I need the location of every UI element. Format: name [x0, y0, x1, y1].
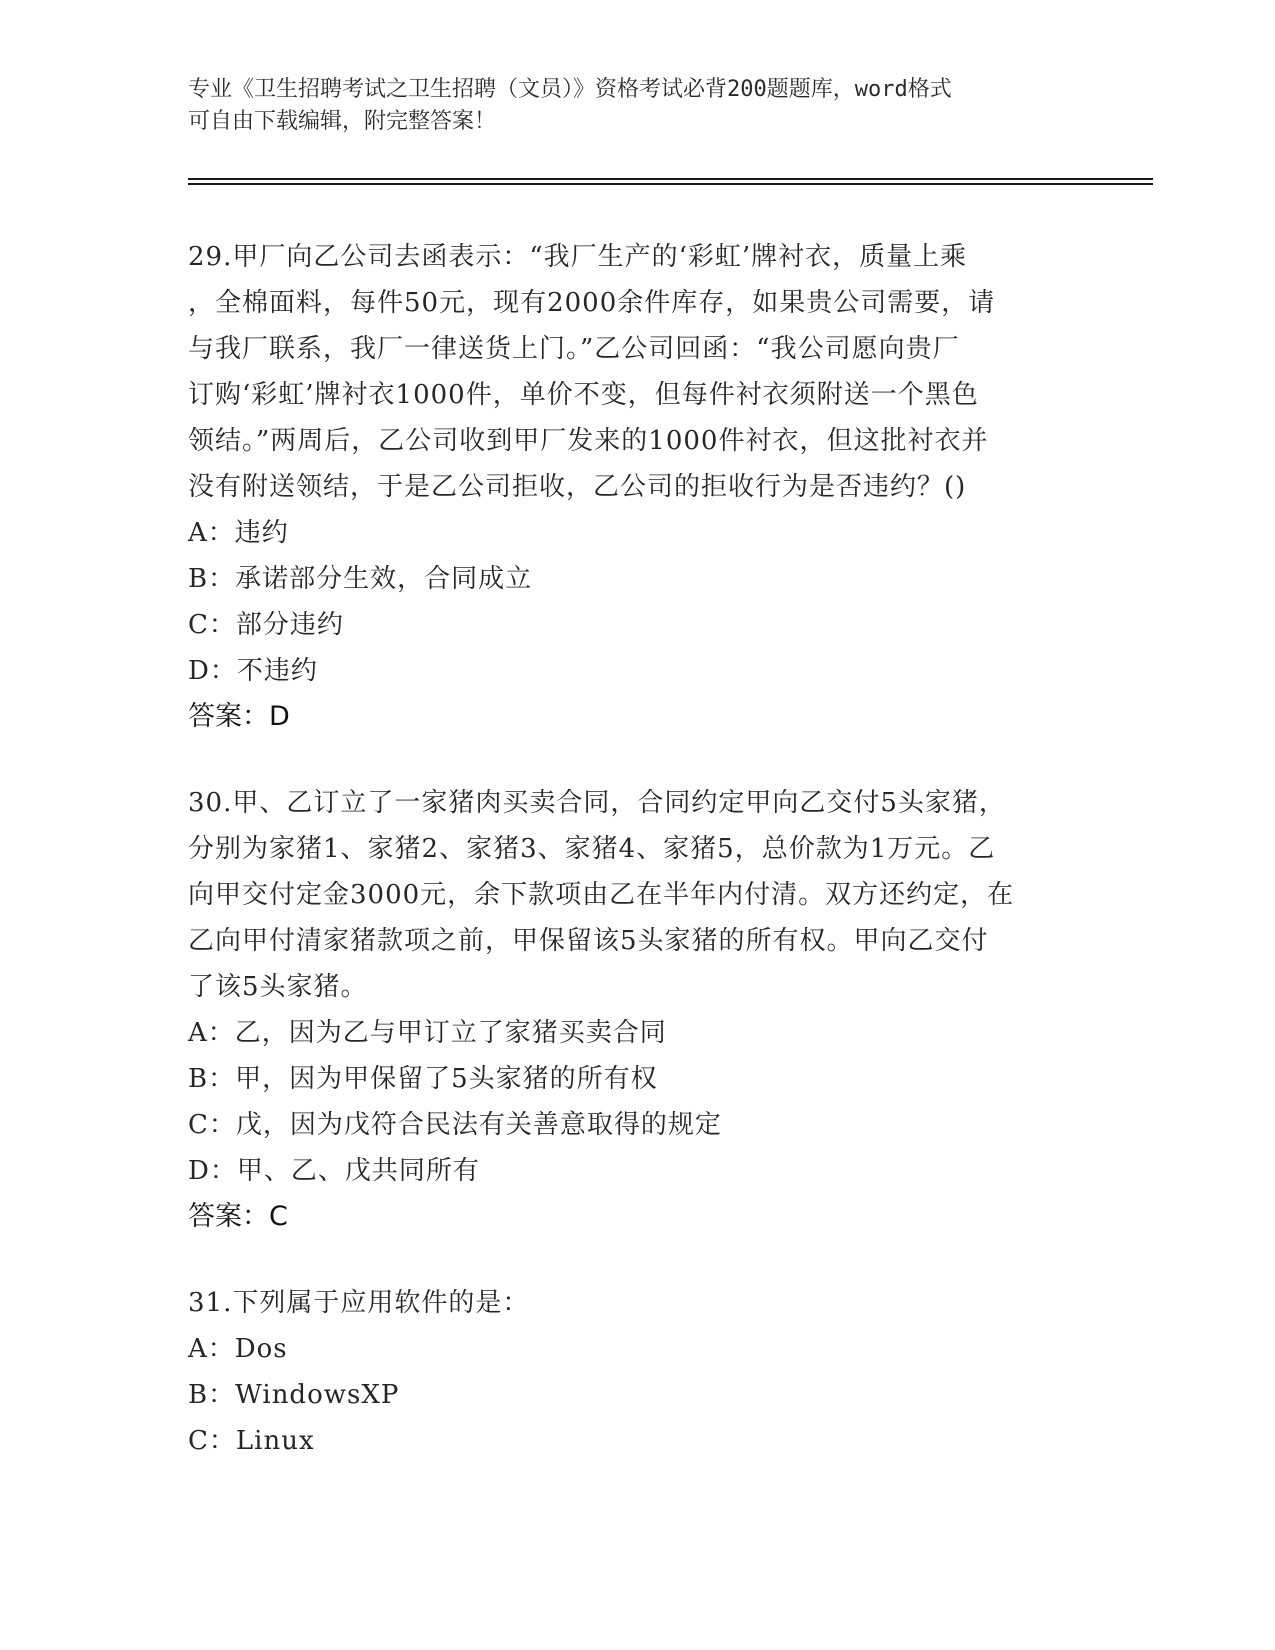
answer-label: 答案：D	[188, 701, 290, 732]
question-stem-line: 没有附送领结，于是乙公司拒收，乙公司的拒收行为是否违约？()	[188, 472, 967, 502]
option-c: C：Linux	[188, 1426, 315, 1456]
question-stem-line: 29.甲厂向乙公司去函表示：“我厂生产的‘彩虹’牌衬衣，质量上乘	[188, 242, 968, 272]
option-b: B：甲，因为甲保留了5头家猪的所有权	[188, 1064, 658, 1094]
question-31	[188, 1280, 1088, 1464]
question-stem-line: ，全棉面料，每件50元，现有2000余件库存，如果贵公司需要，请	[188, 288, 996, 318]
question-stem-line: 分别为家猪1、家猪2、家猪3、家猪4、家猪5，总价款为1万元。乙	[188, 834, 996, 864]
question-stem-line: 乙向甲付清家猪款项之前，甲保留该5头家猪的所有权。甲向乙交付	[188, 926, 989, 956]
option-a: A：乙，因为乙与甲订立了家猪买卖合同	[188, 1018, 667, 1048]
header-divider-top	[188, 178, 1153, 180]
document-header	[188, 74, 1088, 138]
question-29	[188, 234, 1088, 740]
question-stem-line: 31.下列属于应用软件的是：	[188, 1288, 530, 1318]
option-d: D：不违约	[188, 656, 318, 686]
header-title-line-2: 可自由下载编辑，附完整答案！	[188, 109, 497, 134]
option-a: A：违约	[188, 518, 289, 548]
option-c: C：戊，因为戊符合民法有关善意取得的规定	[188, 1110, 722, 1140]
option-c: C：部分违约	[188, 610, 344, 640]
question-stem-line: 向甲交付定金3000元，余下款项由乙在半年内付清。双方还约定，在	[188, 880, 1015, 910]
question-stem-line: 与我厂联系，我厂一律送货上门。”乙公司回函：“我公司愿向贵厂	[188, 334, 960, 364]
question-stem-line: 订购‘彩虹’牌衬衣1000件，单价不变，但每件衬衣须附送一个黑色	[188, 380, 979, 410]
option-d: D：甲、乙、戊共同所有	[188, 1156, 480, 1186]
option-a: A：Dos	[188, 1334, 288, 1364]
question-stem-line: 了该5头家猪。	[188, 972, 368, 1002]
option-b: B：WindowsXP	[188, 1380, 400, 1410]
answer-label: 答案：C	[188, 1201, 288, 1232]
question-stem-line: 30.甲、乙订立了一家猪肉买卖合同，合同约定甲向乙交付5头家猪，	[188, 788, 1006, 818]
option-b: B：承诺部分生效，合同成立	[188, 564, 533, 594]
question-30	[188, 780, 1088, 1240]
header-title-line-1: 专业《卫生招聘考试之卫生招聘（文员）》资格考试必背200题题库，word格式	[188, 77, 952, 102]
header-divider-bottom	[188, 183, 1153, 185]
question-stem-line: 领结。”两周后，乙公司收到甲厂发来的1000件衬衣，但这批衬衣并	[188, 426, 989, 456]
